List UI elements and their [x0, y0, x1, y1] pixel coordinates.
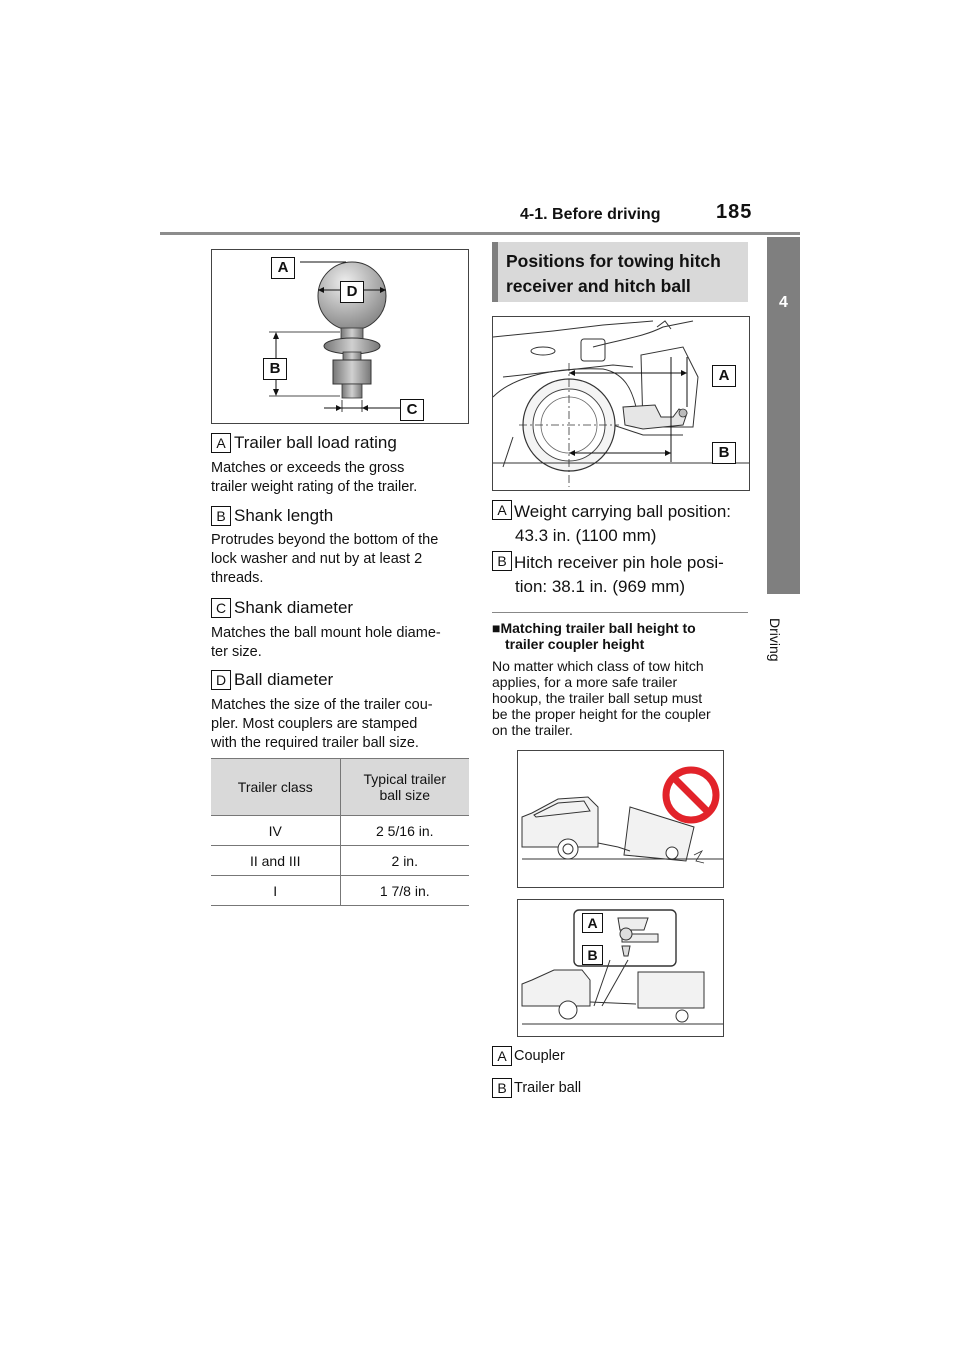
item-letter-box: B [492, 551, 512, 571]
correct-height-figure [517, 899, 724, 1037]
chapter-tab [767, 237, 800, 594]
matching-paragraph [492, 658, 750, 738]
paragraph-line: be the proper height for the coupler [492, 706, 711, 722]
position-item-line: 43.3 in. (1100 mm) [515, 526, 657, 545]
item-body-line: trailer weight rating of the trailer. [211, 479, 418, 495]
table-header-cell: Trailer class [211, 759, 340, 816]
legend-label: Trailer ball [514, 1080, 582, 1096]
item-body [211, 696, 433, 753]
item-title: Ball diameter [234, 670, 334, 689]
matching-heading-line: trailer coupler height [505, 636, 645, 652]
table-cell: 1 7/8 in. [340, 876, 469, 906]
item-title: Shank diameter [234, 598, 354, 617]
paragraph-line: on the trailer. [492, 722, 573, 738]
table-cell: I [211, 876, 340, 906]
positions-heading-line: receiver and hitch ball [506, 276, 691, 296]
item-body [211, 531, 438, 588]
trailer-class-table [211, 758, 469, 906]
table-header-line: Typical trailer [363, 771, 446, 787]
item-title: Trailer ball load rating [234, 433, 397, 452]
item-body-line: Protrudes beyond the bottom of the [211, 532, 439, 548]
legend-letter-box: B [492, 1078, 512, 1098]
coupler-callout-b: B [582, 945, 603, 965]
position-item-line: tion: 38.1 in. (969 mm) [515, 577, 686, 596]
table-cell: II and III [211, 846, 340, 876]
position-item [514, 551, 724, 599]
position-item-line: Hitch receiver pin hole posi- [514, 553, 724, 572]
paragraph-line: No matter which class of tow hitch [492, 658, 704, 674]
chapter-title: Driving [767, 618, 783, 662]
chapter-number: 4 [779, 294, 788, 311]
item-body-line: Matches or exceeds the gross [211, 460, 405, 476]
table-header-row [211, 759, 469, 816]
item-letter-box: D [211, 670, 231, 690]
item-body-line: Matches the size of the trailer cou- [211, 697, 433, 713]
ball-callout-c: C [400, 399, 424, 421]
table-cell: 2 5/16 in. [340, 816, 469, 846]
item-body-line: threads. [211, 570, 264, 586]
matching-heading-line: ■Matching trailer ball height to [492, 620, 696, 636]
legend-letter-box: A [492, 1046, 512, 1066]
table-row [211, 846, 469, 876]
incorrect-height-figure [517, 750, 724, 888]
matching-heading [492, 620, 750, 652]
header-rule [160, 232, 800, 235]
correct-hookup-illustration [518, 900, 723, 1036]
table-row [211, 816, 469, 846]
paragraph-line: applies, for a more safe trailer [492, 674, 678, 690]
page-number: 185 [716, 201, 753, 223]
section-title: 4-1. Before driving [520, 206, 661, 223]
legend-label: Coupler [514, 1048, 565, 1064]
hitch-callout-b: B [712, 442, 736, 464]
table-cell: IV [211, 816, 340, 846]
item-body [211, 459, 417, 497]
positions-heading-line: Positions for towing hitch [506, 251, 721, 271]
trailer-ball-illustration [212, 250, 468, 423]
table-header-line: ball size [379, 787, 431, 803]
incorrect-hookup-illustration [518, 751, 723, 887]
item-body-line: pler. Most couplers are stamped [211, 716, 418, 732]
paragraph-line: hookup, the trailer ball setup must [492, 690, 703, 706]
hitch-callout-a: A [712, 365, 736, 387]
hitch-position-figure [492, 316, 750, 491]
item-body [211, 624, 441, 662]
item-body-line: with the required trailer ball size. [211, 735, 419, 751]
table-row [211, 876, 469, 906]
position-item-line: Weight carrying ball position: [514, 502, 732, 521]
item-letter-box: A [492, 500, 512, 520]
trailer-ball-figure [211, 249, 469, 424]
item-letter-box: B [211, 506, 231, 526]
ball-callout-b: B [263, 358, 287, 380]
table-header-cell [340, 759, 469, 816]
position-item [514, 500, 731, 548]
item-body-line: ter size. [211, 644, 262, 660]
item-body-line: lock washer and nut by at least 2 [211, 551, 423, 567]
positions-heading [492, 242, 748, 302]
vehicle-rear-illustration [493, 317, 749, 490]
section-divider [492, 612, 748, 613]
item-letter-box: A [211, 433, 231, 453]
ball-callout-d: D [340, 281, 364, 303]
item-title: Shank length [234, 506, 334, 525]
ball-callout-a: A [271, 257, 295, 279]
item-body-line: Matches the ball mount hole diame- [211, 625, 441, 641]
item-letter-box: C [211, 598, 231, 618]
table-cell: 2 in. [340, 846, 469, 876]
chapter-side-label [767, 598, 800, 1098]
coupler-callout-a: A [582, 913, 603, 933]
